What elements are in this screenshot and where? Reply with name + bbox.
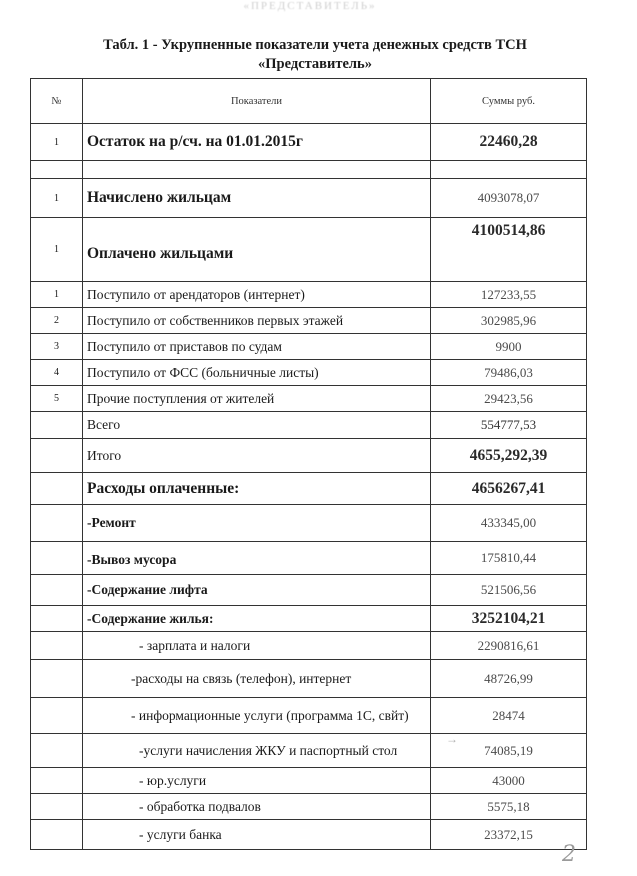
header-amount: Суммы руб. [431,79,587,124]
row-num [31,505,83,542]
row-label: -Вывоз мусора [83,542,431,575]
table-row [31,575,587,606]
row-value: 3252104,21 [431,606,587,632]
row-label: Поступило от арендаторов (интернет) [83,282,431,308]
row-value: 521506,56 [431,575,587,606]
row-label [83,161,431,179]
table-row [31,308,587,334]
row-label: -Содержание лифта [83,575,431,606]
row-label: Итого [83,439,431,473]
row-value: 74085,19 [431,734,587,768]
row-label: - зарплата и налоги [83,632,431,660]
row-num [31,575,83,606]
row-value: 433345,00 [431,505,587,542]
row-value: 175810,44 [431,542,587,575]
row-value: 79486,03 [431,360,587,386]
table-row [31,698,587,734]
row-num [31,734,83,768]
row-label: - услуги банка [83,820,431,850]
table-title [30,36,600,74]
table-row [31,282,587,308]
row-num [31,632,83,660]
row-value: 5575,18 [431,794,587,820]
row-label: Расходы оплаченные: [83,473,431,505]
row-value: 302985,96 [431,308,587,334]
row-num: 1 [31,179,83,218]
header-row [31,79,587,124]
row-num: 4 [31,360,83,386]
table-row [31,606,587,632]
row-num: 1 [31,282,83,308]
row-num [31,698,83,734]
row-label: Начислено жильцам [83,179,431,218]
row-value: 22460,28 [431,124,587,161]
row-value: 4655,292,39 [431,439,587,473]
row-value: 48726,99 [431,660,587,698]
row-label: Остаток на р/сч. на 01.01.2015г [83,124,431,161]
row-label: -Ремонт [83,505,431,542]
row-value: 4093078,07 [431,179,587,218]
row-value: 4656267,41 [431,473,587,505]
arrow-mark-icon: → [446,732,458,746]
table-row [31,473,587,505]
row-value [431,161,587,179]
row-label: - обработка подвалов [83,794,431,820]
table-row [31,412,587,439]
row-num [31,768,83,794]
row-label: Прочие поступления от жителей [83,386,431,412]
row-num: 1 [31,218,83,282]
row-value: 4100514,86 [431,218,587,282]
row-value: 9900 [431,334,587,360]
row-value: 127233,55 [431,282,587,308]
row-value: 554777,53 [431,412,587,439]
row-label: Поступило от собственников первых этажей [83,308,431,334]
table-row [31,660,587,698]
row-num [31,606,83,632]
row-num [31,794,83,820]
table-row [31,820,587,850]
table-row [31,360,587,386]
header-num: № [31,79,83,124]
table-row [31,794,587,820]
header-indicator: Показатели [83,79,431,124]
title-line-2: «Представитель» [258,56,372,72]
row-num: 1 [31,124,83,161]
row-value: 28474 [431,698,587,734]
row-num [31,820,83,850]
table-row [31,439,587,473]
row-num: 5 [31,386,83,412]
row-num: 3 [31,334,83,360]
table-row [31,179,587,218]
table-row [31,218,587,282]
row-num [31,660,83,698]
table-row [31,386,587,412]
row-num [31,473,83,505]
table-row [31,542,587,575]
row-label: - информационные услуги (программа 1С, свйт) [83,698,431,734]
row-label: Всего [83,412,431,439]
row-label: Поступило от ФСС (больничные листы) [83,360,431,386]
table-row [31,734,587,768]
row-label: -расходы на связь (телефон), интернет [83,660,431,698]
row-value: 23372,15 [431,820,587,850]
table-row [31,334,587,360]
table-row [31,768,587,794]
row-value: 2290816,61 [431,632,587,660]
row-num [31,412,83,439]
table-row [31,124,587,161]
row-num [31,439,83,473]
row-value: 43000 [431,768,587,794]
row-label: Поступило от приставов по судам [83,334,431,360]
row-label: Оплачено жильцами [83,218,431,282]
row-num: 2 [31,308,83,334]
table-row [31,632,587,660]
row-label: -Содержание жилья: [83,606,431,632]
row-label: -услуги начисления ЖКУ и паспортный стол [83,734,431,768]
row-label: - юр.услуги [83,768,431,794]
stamp-fragment: «ПРЕДСТАВИТЕЛЬ» [243,0,377,12]
row-num [31,161,83,179]
table-row [31,161,587,179]
row-value: 29423,56 [431,386,587,412]
title-line-1: Табл. 1 - Укрупненные показатели учета денежных средств ТСН [103,37,527,53]
table-row [31,505,587,542]
funds-table [30,78,587,850]
page-number: 2 [562,842,576,867]
row-num [31,542,83,575]
